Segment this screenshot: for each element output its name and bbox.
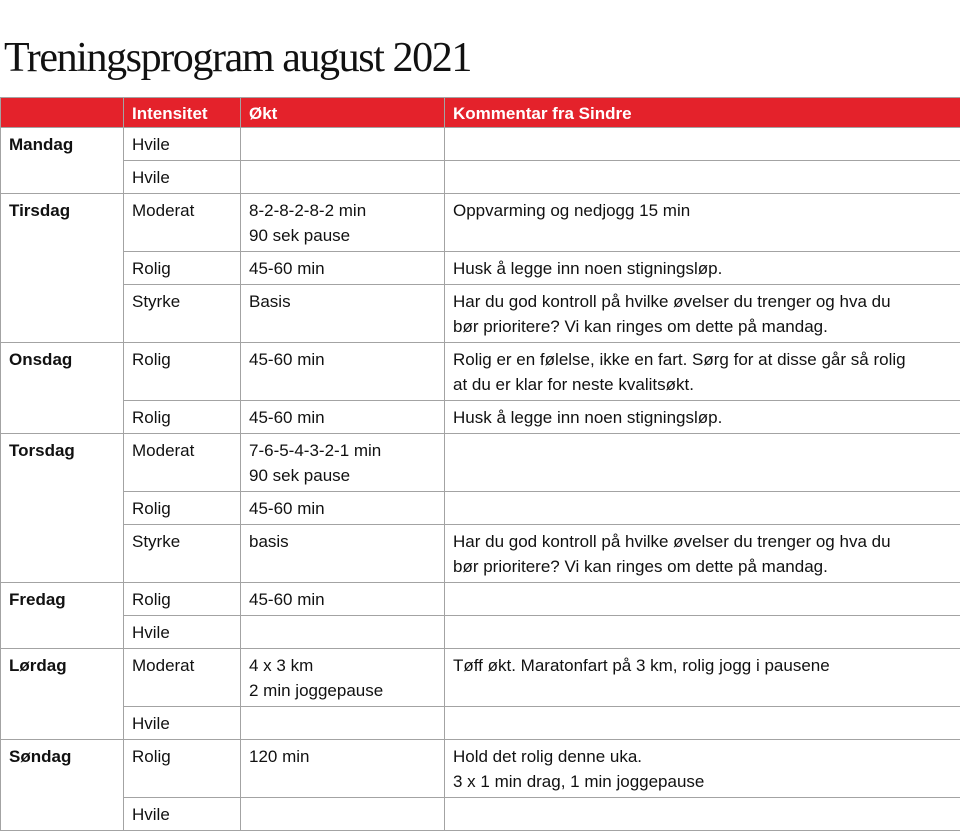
session-line: 45-60 min bbox=[249, 496, 436, 521]
session-cell bbox=[241, 740, 445, 798]
header-session: Økt bbox=[241, 98, 445, 128]
comment-cell bbox=[445, 649, 960, 707]
intensity-cell: Hvile bbox=[124, 616, 241, 649]
intensity-cell: Rolig bbox=[124, 583, 241, 616]
training-table bbox=[0, 97, 960, 831]
comment-line: Oppvarming og nedjogg 15 min bbox=[453, 198, 952, 223]
session-line: 90 sek pause bbox=[249, 223, 436, 248]
table-row bbox=[1, 128, 960, 161]
session-line: 45-60 min bbox=[249, 405, 436, 430]
table-row bbox=[1, 798, 960, 831]
session-cell bbox=[241, 649, 445, 707]
session-cell bbox=[241, 583, 445, 616]
session-cell bbox=[241, 161, 445, 194]
session-line: 8-2-8-2-8-2 min bbox=[249, 198, 436, 223]
day-name: Torsdag bbox=[1, 434, 124, 583]
session-cell bbox=[241, 798, 445, 831]
session-cell bbox=[241, 285, 445, 343]
day-name: Onsdag bbox=[1, 343, 124, 434]
intensity-cell: Hvile bbox=[124, 128, 241, 161]
session-line: 2 min joggepause bbox=[249, 678, 436, 703]
intensity-cell: Moderat bbox=[124, 434, 241, 492]
table-row bbox=[1, 616, 960, 649]
intensity-cell: Hvile bbox=[124, 707, 241, 740]
session-cell bbox=[241, 707, 445, 740]
table-row bbox=[1, 252, 960, 285]
header-day bbox=[1, 98, 124, 128]
table-row bbox=[1, 161, 960, 194]
intensity-cell: Rolig bbox=[124, 343, 241, 401]
table-row bbox=[1, 740, 960, 798]
session-line: 120 min bbox=[249, 744, 436, 769]
comment-cell bbox=[445, 343, 960, 401]
table-row bbox=[1, 343, 960, 401]
session-cell bbox=[241, 616, 445, 649]
session-cell bbox=[241, 525, 445, 583]
intensity-cell: Styrke bbox=[124, 285, 241, 343]
table-row bbox=[1, 194, 960, 252]
session-cell bbox=[241, 252, 445, 285]
comment-line: Husk å legge inn noen stigningsløp. bbox=[453, 256, 952, 281]
comment-line: Har du god kontroll på hvilke øvelser du trenger og hva du bbox=[453, 289, 952, 314]
session-line: basis bbox=[249, 529, 436, 554]
comment-line: Har du god kontroll på hvilke øvelser du trenger og hva du bbox=[453, 529, 952, 554]
comment-cell bbox=[445, 583, 960, 616]
comment-line: bør prioritere? Vi kan ringes om dette på mandag. bbox=[453, 554, 952, 579]
comment-line: Husk å legge inn noen stigningsløp. bbox=[453, 405, 952, 430]
intensity-cell: Moderat bbox=[124, 649, 241, 707]
session-cell bbox=[241, 194, 445, 252]
intensity-cell: Rolig bbox=[124, 492, 241, 525]
comment-cell bbox=[445, 492, 960, 525]
day-name: Fredag bbox=[1, 583, 124, 649]
day-name: Lørdag bbox=[1, 649, 124, 740]
day-name: Tirsdag bbox=[1, 194, 124, 343]
intensity-cell: Moderat bbox=[124, 194, 241, 252]
session-cell bbox=[241, 128, 445, 161]
intensity-cell: Rolig bbox=[124, 252, 241, 285]
header-comment: Kommentar fra Sindre bbox=[445, 98, 960, 128]
table-row bbox=[1, 492, 960, 525]
intensity-cell: Hvile bbox=[124, 798, 241, 831]
comment-cell bbox=[445, 285, 960, 343]
session-line: 90 sek pause bbox=[249, 463, 436, 488]
intensity-cell: Styrke bbox=[124, 525, 241, 583]
table-row bbox=[1, 401, 960, 434]
comment-cell bbox=[445, 252, 960, 285]
comment-line: 3 x 1 min drag, 1 min joggepause bbox=[453, 769, 952, 794]
table-row bbox=[1, 525, 960, 583]
header-intensity: Intensitet bbox=[124, 98, 241, 128]
session-line: 45-60 min bbox=[249, 256, 436, 281]
comment-cell bbox=[445, 616, 960, 649]
table-body bbox=[1, 128, 960, 831]
header-row bbox=[1, 98, 960, 128]
comment-cell bbox=[445, 740, 960, 798]
session-cell bbox=[241, 434, 445, 492]
comment-cell bbox=[445, 401, 960, 434]
session-cell bbox=[241, 343, 445, 401]
session-line: Basis bbox=[249, 289, 436, 314]
comment-cell bbox=[445, 525, 960, 583]
comment-line: Hold det rolig denne uka. bbox=[453, 744, 952, 769]
comment-cell bbox=[445, 128, 960, 161]
comment-line: bør prioritere? Vi kan ringes om dette på mandag. bbox=[453, 314, 952, 339]
table-row bbox=[1, 583, 960, 616]
comment-cell bbox=[445, 707, 960, 740]
table-row bbox=[1, 434, 960, 492]
intensity-cell: Rolig bbox=[124, 740, 241, 798]
session-line: 45-60 min bbox=[249, 347, 436, 372]
day-name: Mandag bbox=[1, 128, 124, 194]
comment-cell bbox=[445, 194, 960, 252]
session-cell bbox=[241, 401, 445, 434]
intensity-cell: Rolig bbox=[124, 401, 241, 434]
session-line: 7-6-5-4-3-2-1 min bbox=[249, 438, 436, 463]
day-name: Søndag bbox=[1, 740, 124, 831]
comment-cell bbox=[445, 798, 960, 831]
session-line: 45-60 min bbox=[249, 587, 436, 612]
comment-cell bbox=[445, 434, 960, 492]
session-cell bbox=[241, 492, 445, 525]
table-row bbox=[1, 707, 960, 740]
comment-line: Rolig er en følelse, ikke en fart. Sørg for at disse går så rolig bbox=[453, 347, 952, 372]
session-line: 4 x 3 km bbox=[249, 653, 436, 678]
comment-line: Tøff økt. Maratonfart på 3 km, rolig jogg i pausene bbox=[453, 653, 952, 678]
intensity-cell: Hvile bbox=[124, 161, 241, 194]
table-row bbox=[1, 649, 960, 707]
table-row bbox=[1, 285, 960, 343]
page-title: Treningsprogram august 2021 bbox=[4, 34, 471, 82]
comment-cell bbox=[445, 161, 960, 194]
comment-line: at du er klar for neste kvalitsøkt. bbox=[453, 372, 952, 397]
